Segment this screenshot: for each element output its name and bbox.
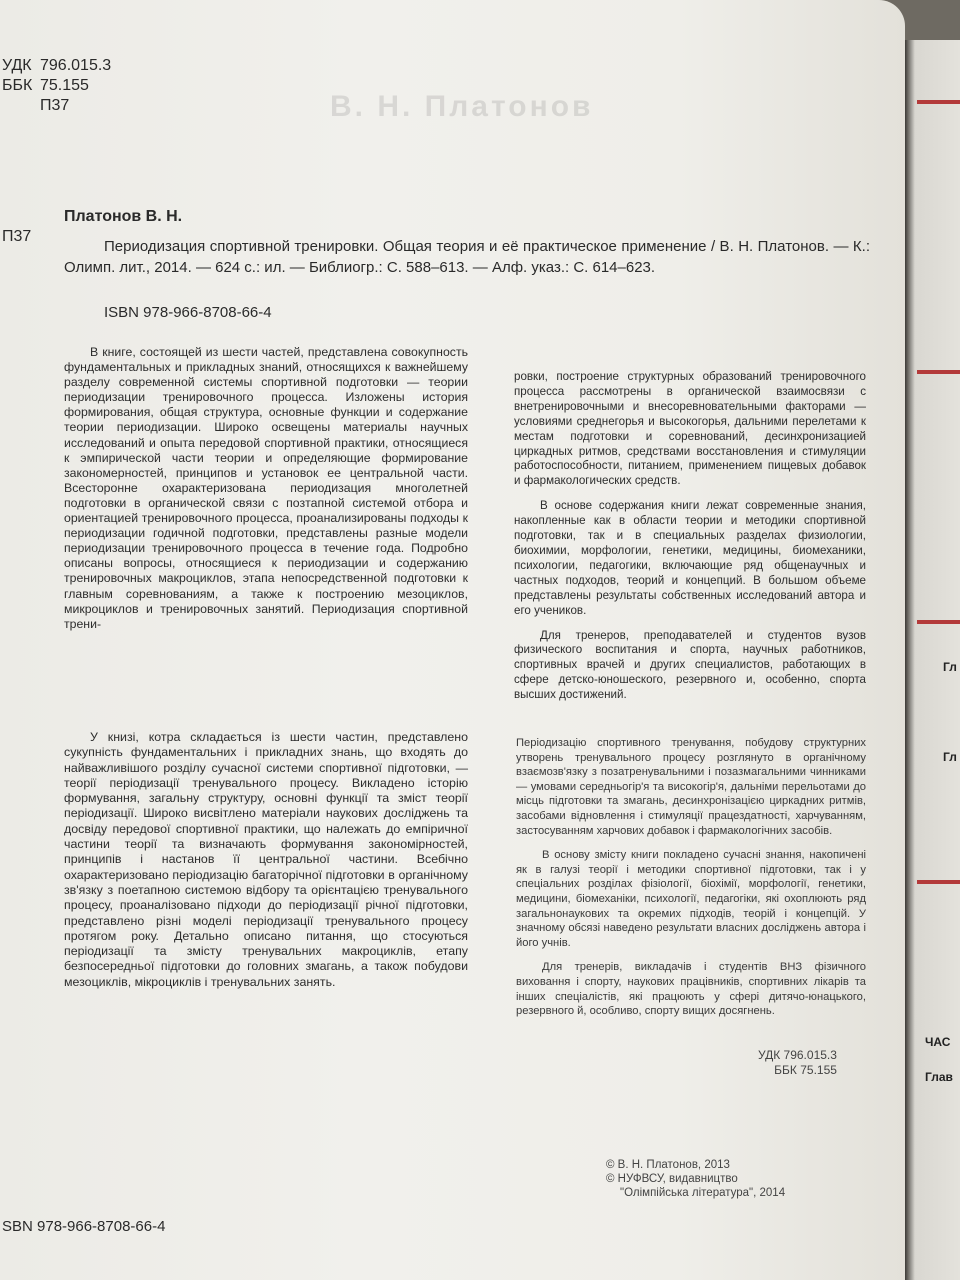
author-name: Платонов В. Н. [64,208,183,225]
red-tab [917,880,960,884]
codes-bottom [758,1048,837,1078]
paragraph: В основу змісту книги покладено сучасні знання, накопичені як в галузі теорії і методики спортивної підготовки, так і у спеціальних розділах фізіології, біохімії, морфології, генетики, медицини, біомеханіки, психології, педагогіки, які охоплюють ряд загальнонаукових та окремих підходів, теорій і концепцій. У значному обсязі наведено результати власних досліджень автора і його учнів. [516,849,866,949]
show-through-text: В. Н. Платонов [330,90,594,123]
paragraph: Для тренеров, преподавателей и студентов вузов физического воспитания и спорта, научных работников, спортивных врачей и других специалистов, работающих в сфере детско-юношеского, резервного и, особенно, спорта высших достижений. [514,628,866,702]
adjacent-book-page [905,40,960,1280]
author-mark: П37 [40,97,70,114]
red-tab [917,100,960,104]
isbn-bottom: SBN 978-966-8708-66-4 [2,1218,166,1235]
bbk-bottom: ББК 75.155 [774,1063,837,1077]
annotation-ru-right [514,370,866,713]
paragraph: Періодизацію спортивного тренування, побудову структурних утворень тренувального процесу розглянуто в органічному взаємозв'язку з позатренувальними і позазмагальними чинниками — умовами середньогір'я та високогір'я, дальніми перельотами до місць підготовки та змагань, десинхронізацією циркадних ритмів, засобами відновлення і стимуляції працездатності, харчуванням, застосуванням харчових добавок і фармакологічних засобів. [516,737,866,837]
annotation-ua-right [516,736,866,1029]
bibliographic-record [64,236,870,278]
copyright-line: © В. Н. Платонов, 2013 [606,1159,730,1171]
red-tab [917,370,960,374]
copyright-block [606,1158,785,1200]
udk-label: УДК [2,57,32,74]
udk-bottom: УДК 796.015.3 [758,1048,837,1062]
udk-code: 796.015.3 [40,57,112,74]
adjacent-heading: Гл [943,660,957,674]
biblio-text: Периодизация спортивной тренировки. Общая теория и её практическое применение / В. Н. Платонов. — К.: Олимп. лит., 2014. — 624 с.: ил. — Библиогр.: С. 588–613. — Алф. указ.: С. 614–623. [64,238,870,276]
classification-block [2,56,111,116]
adjacent-heading: Гл [943,750,957,764]
bbk-code: 75.155 [40,77,89,94]
annotation-ua-left [64,730,468,1000]
isbn: ISBN 978-966-8708-66-4 [104,304,272,321]
paragraph: В книге, состоящей из шести частей, представлена совокупность фундаментальных и прикладных знаний, относящихся к важнейшему разделу современной системы спортивной подготовки — теории периодизации тренировочного процесса. Изложены история формирования, общая структура, основные функции и содержание теории периодизации. Широко освещены материалы научных исследований и опыта передовой спортивной практики, относящиеся к эмпирической части теории и определяющие формирование закономерностей, принципов и установок ее центральной части. Всесторонне охарактеризована периодизация многолетней подготовки в органической связи с позтапной системой отбора и ориентацией тренировочного процесса, проанализированы подходы к периодизации годичной подготовки, представлены разные модели периодизации тренировочного процесса в течение года. Подробно описаны вопросы, относящиеся к периодизации и содержанию тренировочных макроциклов, этапа непосредственной подготовки к главным соревнованиям, а также к построению мезоциклов, микроциклов и тренировочных занятий. Периодизация спортивной трени- [64,345,468,631]
paragraph: У книзі, котра складається із шести частин, представлено сукупність фундаментальних і прикладних знань, що входять до найважливішого розділу сучасної системи спортивної підготовки, — теорії періодизації тренувального процесу. Викладено історію формування, загальну структуру, основні функції та зміст теорії періодизації. Широко висвітлено матеріали наукових досліджень та досвіду передової спортивної практики, що належать до емпіричної частини теорії та визначають формування закономірностей, принципів і настанов її центральної частини. Всебічно охарактеризовано періодизацію багаторічної підготовки в органічному зв'язку з поетапною системою відбору та орієнтацією тренувального процесу, проаналізовано підходи до періодизації річної підготовки, представлено різні моделі періодизації тренувального процесу протягом року. Детально описано питання, що стосуються періодизації та змісту тренувальних макроциклів, етапу безпосередньої підготовки до головних змагань, а також побудови мезоциклів, мікроциклів і тренувальних занять. [64,730,468,989]
side-author-mark: П37 [2,228,32,245]
adjacent-heading: Глав [925,1070,953,1084]
red-tab [917,620,960,624]
paragraph: ровки, построение структурных образований тренировочного процесса рассмотрены в органической взаимосвязи с внетренировочными и внесоревновательными факторами — условиями среднегорья и высокогорья, дальними перелетами к местам подготовки и соревнований, десинхронизацией циркадных ритмов, средствами восстановления и стимуляции работоспособности, питанием, применением пищевых добавок и фармакологических средств. [514,370,866,488]
copyright-line: "Олімпійська література", 2014 [620,1187,786,1199]
copyright-line: © НУФВСУ, видавництво [606,1173,738,1185]
paragraph: В основе содержания книги лежат современные знания, накопленные как в области теории и методики спортивной подготовки, так и в специальных разделах физиологии, биохимии, морфологии, генетики, медицины, биомеханики, психологии, педагогики, включающие ряд общенаучных и частных подходов, теорий и концепций. В большом объеме представлены результаты собственных исследований автора и его учеников. [514,499,866,617]
bbk-label: ББК [2,77,33,94]
adjacent-heading: ЧАС [925,1035,951,1049]
annotation-ru-left [64,345,468,642]
paragraph: Для тренерів, викладачів і студентів ВНЗ фізичного виховання і спорту, наукових працівників, спортивних лікарів та інших спеціалістів, які працюють у сфері дитячо-юнацького, резервного й, особливо, спорту вищих досягнень. [516,961,866,1018]
